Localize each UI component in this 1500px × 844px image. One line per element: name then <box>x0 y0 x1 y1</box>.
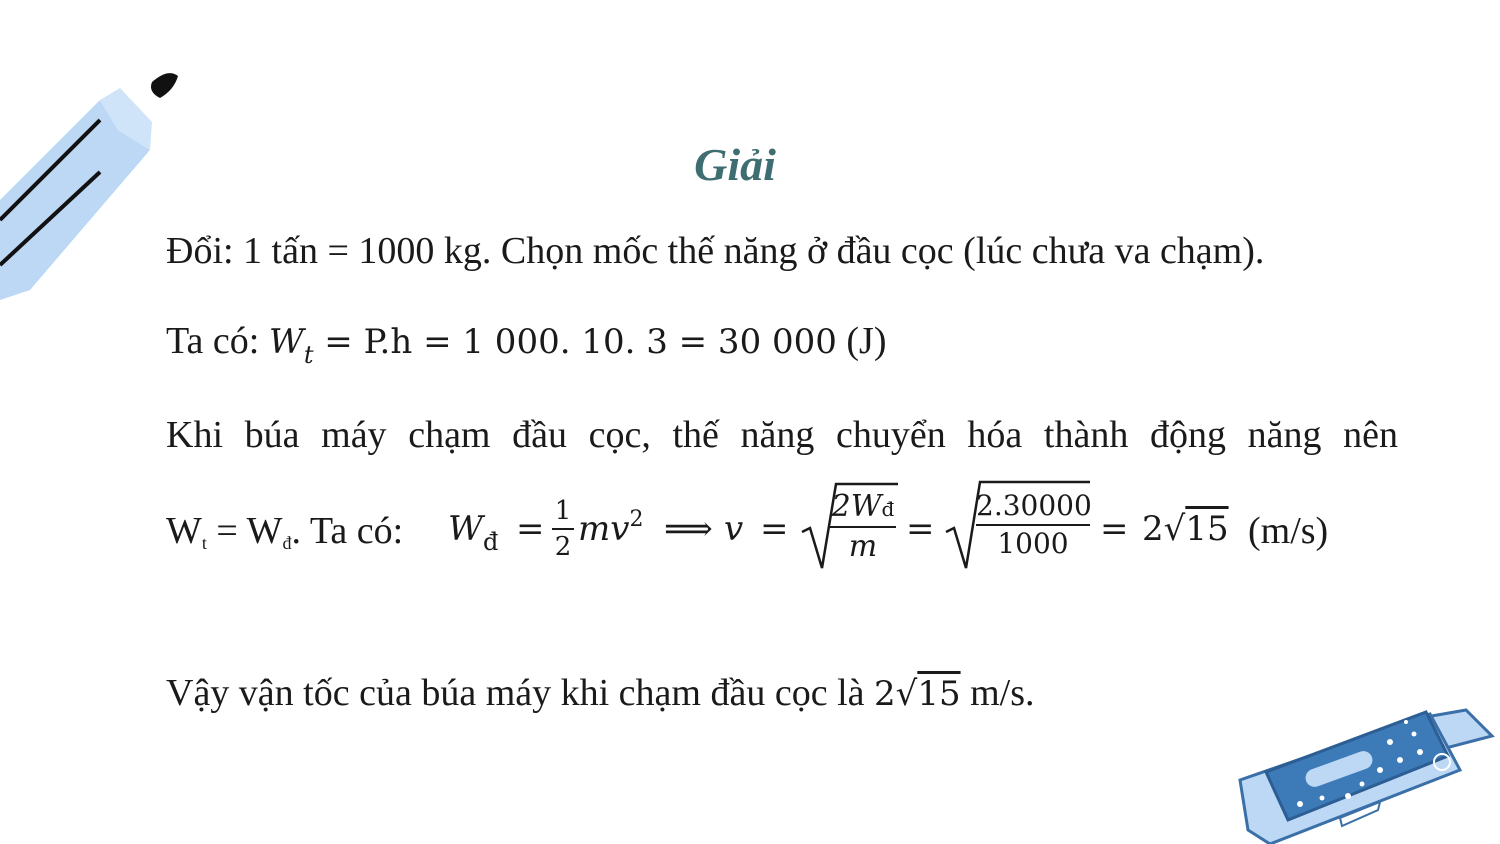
calculation-fraction: 2.30000 1000 <box>976 489 1092 560</box>
line2-prefix: Ta có: <box>166 320 269 362</box>
potential-energy-line <box>166 320 887 369</box>
conclusion-text: Vậy vận tốc của búa máy khi chạm đầu cọc là <box>166 672 874 714</box>
eraser-icon <box>1230 700 1500 844</box>
equality-text: Wt = Wđ. Ta có: <box>166 510 404 553</box>
potential-energy-formula <box>268 322 837 369</box>
implies-arrow: ⟹ <box>664 509 713 549</box>
equals-sign-1: = <box>516 509 545 549</box>
equals-sign-4: = <box>1100 509 1129 549</box>
unit-joule: (J) <box>836 320 887 362</box>
formula-rest: = P.h = 1 000. 10. 3 = 30 000 <box>313 322 837 362</box>
equals-sign-2: = <box>760 509 789 549</box>
kinetic-energy-symbol: $W_đ$ <box>448 509 499 556</box>
conclusion-line <box>166 674 1034 712</box>
mv-squared: $mv^2$ <box>578 507 644 549</box>
velocity-result: 2√15 <box>1142 509 1229 549</box>
one-half-fraction: 1 2 <box>552 498 574 560</box>
energy-conversion-line: Khi búa máy chạm đầu cọc, thế năng chuyển hóa thành động năng nên <box>166 414 1398 456</box>
unit-velocity: (m/s) <box>1248 510 1329 552</box>
t-subscript: t <box>303 341 314 369</box>
v-symbol: v <box>724 509 744 549</box>
two-wd-over-m-fraction: 2Wđ m <box>831 489 895 564</box>
conclusion-unit: m/s. <box>960 672 1035 714</box>
equals-sign-3: = <box>906 509 935 549</box>
section-title: Giải <box>694 139 776 190</box>
conclusion-result: 2√15 <box>874 674 961 714</box>
unit-conversion-line: Đổi: 1 tấn = 1000 kg. Chọn mốc thế năng ở đầu cọc (lúc chưa va chạm). <box>166 230 1265 272</box>
w-symbol: W <box>268 322 304 362</box>
